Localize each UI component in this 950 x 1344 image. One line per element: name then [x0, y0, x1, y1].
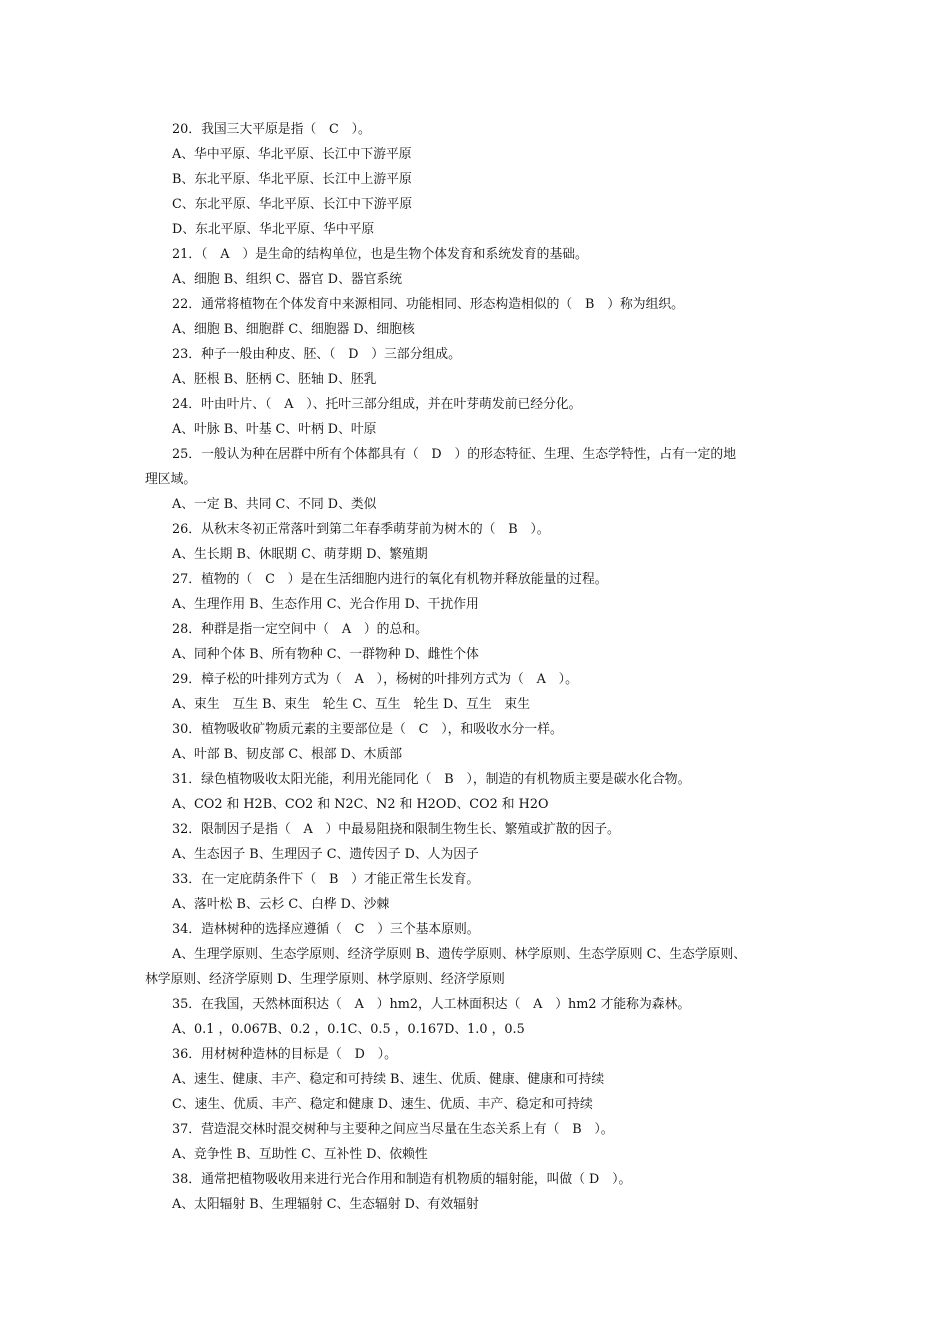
question-34: 34．造林树种的选择应遵循（ C ）三个基本原则。 [172, 922, 480, 937]
option-line: A、束生 互生 B、束生 轮生 C、互生 轮生 D、互生 束生 [172, 697, 531, 712]
question-25-continuation: 理区域。 [145, 472, 197, 487]
question-25: 25．一般认为种在居群中所有个体都具有（ D ）的形态特征、生理、生态学特性，占有一定的地 [172, 447, 737, 462]
option-line: C、速生、优质、丰产、稳定和健康 D、速生、优质、丰产、稳定和可持续 [172, 1097, 593, 1112]
option-line: A、CO2 和 H2B、CO2 和 N2C、N2 和 H2OD、CO2 和 H2O [172, 797, 549, 812]
question-26: 26．从秋末冬初正常落叶到第二年春季萌芽前为树木的（ B ）。 [172, 522, 550, 537]
option-line: D、东北平原、华北平原、华中平原 [172, 222, 375, 237]
option-line: A、0.1 ，0.067B、0.2 ，0.1C、0.5 ，0.167D、1.0 ，0.5 [172, 1022, 525, 1037]
question-38: 38．通常把植物吸收用来进行光合作用和制造有机物质的辐射能，叫做（ D ）。 [172, 1172, 632, 1187]
question-33: 33．在一定庇荫条件下（ B ）才能正常生长发育。 [172, 872, 480, 887]
question-23: 23．种子一般由种皮、胚、（ D ）三部分组成。 [172, 347, 461, 362]
option-line: A、生长期 B、休眠期 C、萌芽期 D、繁殖期 [172, 547, 428, 562]
option-line: A、叶部 B、韧皮部 C、根部 D、木质部 [172, 747, 403, 762]
question-32: 32．限制因子是指（ A ）中最易阻挠和限制生物生长、繁殖或扩散的因子。 [172, 822, 620, 837]
question-21: 21．（ A ）是生命的结构单位，也是生物个体发育和系统发育的基础。 [172, 247, 588, 262]
question-28: 28．种群是指一定空间中（ A ）的总和。 [172, 622, 428, 637]
option-line: B、东北平原、华北平原、长江中上游平原 [172, 172, 412, 187]
question-35: 35．在我国，天然林面积达（ A ）hm2，人工林面积达（ A ）hm2 才能称为森林。 [172, 997, 691, 1012]
option-line: A、华中平原、华北平原、长江中下游平原 [172, 147, 412, 162]
option-line: A、生态因子 B、生理因子 C、遗传因子 D、人为因子 [172, 847, 479, 862]
question-22: 22．通常将植物在个体发育中来源相同、功能相同、形态构造相似的（ B ）称为组织。 [172, 297, 684, 312]
option-line-continuation: 林学原则、经济学原则 D、生理学原则、林学原则、经济学原则 [145, 972, 505, 987]
question-29: 29．樟子松的叶排列方式为（ A ），杨树的叶排列方式为（ A ）。 [172, 672, 578, 687]
question-30: 30．植物吸收矿物质元素的主要部位是（ C ），和吸收水分一样。 [172, 722, 563, 737]
question-37: 37．营造混交林时混交树种与主要种之间应当尽量在生态关系上有（ B ）。 [172, 1122, 614, 1137]
option-line: A、一定 B、共同 C、不同 D、类似 [172, 497, 377, 512]
option-line: A、生理作用 B、生态作用 C、光合作用 D、干扰作用 [172, 597, 479, 612]
option-line: A、生理学原则、生态学原则、经济学原则 B、遗传学原则、林学原则、生态学原则 C、生态学原则、 [172, 947, 747, 962]
question-36: 36．用材树种造林的目标是（ D ）。 [172, 1047, 397, 1062]
question-24: 24．叶由叶片、（ A ）、托叶三部分组成，并在叶芽萌发前已经分化。 [172, 397, 582, 412]
question-20: 20．我国三大平原是指（ C ）。 [172, 122, 371, 137]
option-line: A、太阳辐射 B、生理辐射 C、生态辐射 D、有效辐射 [172, 1197, 479, 1212]
option-line: A、细胞 B、组织 C、器官 D、器官系统 [172, 272, 403, 287]
option-line: A、速生、健康、丰产、稳定和可持续 B、速生、优质、健康、健康和可持续 [172, 1072, 605, 1087]
option-line: A、叶脉 B、叶基 C、叶柄 D、叶原 [172, 422, 377, 437]
question-27: 27．植物的（ C ）是在生活细胞内进行的氧化有机物并释放能量的过程。 [172, 572, 608, 587]
question-31: 31．绿色植物吸收太阳光能，利用光能同化（ B ），制造的有机物质主要是碳水化合物。 [172, 772, 691, 787]
option-line: A、细胞 B、细胞群 C、细胞器 D、细胞核 [172, 322, 415, 337]
option-line: A、落叶松 B、云杉 C、白桦 D、沙棘 [172, 897, 390, 912]
question-list [145, 117, 815, 1217]
option-line: A、胚根 B、胚柄 C、胚轴 D、胚乳 [172, 372, 377, 387]
option-line: A、竞争性 B、互助性 C、互补性 D、依赖性 [172, 1147, 428, 1162]
option-line: C、东北平原、华北平原、长江中下游平原 [172, 197, 413, 212]
option-line: A、同种个体 B、所有物种 C、一群物种 D、雌性个体 [172, 647, 479, 662]
